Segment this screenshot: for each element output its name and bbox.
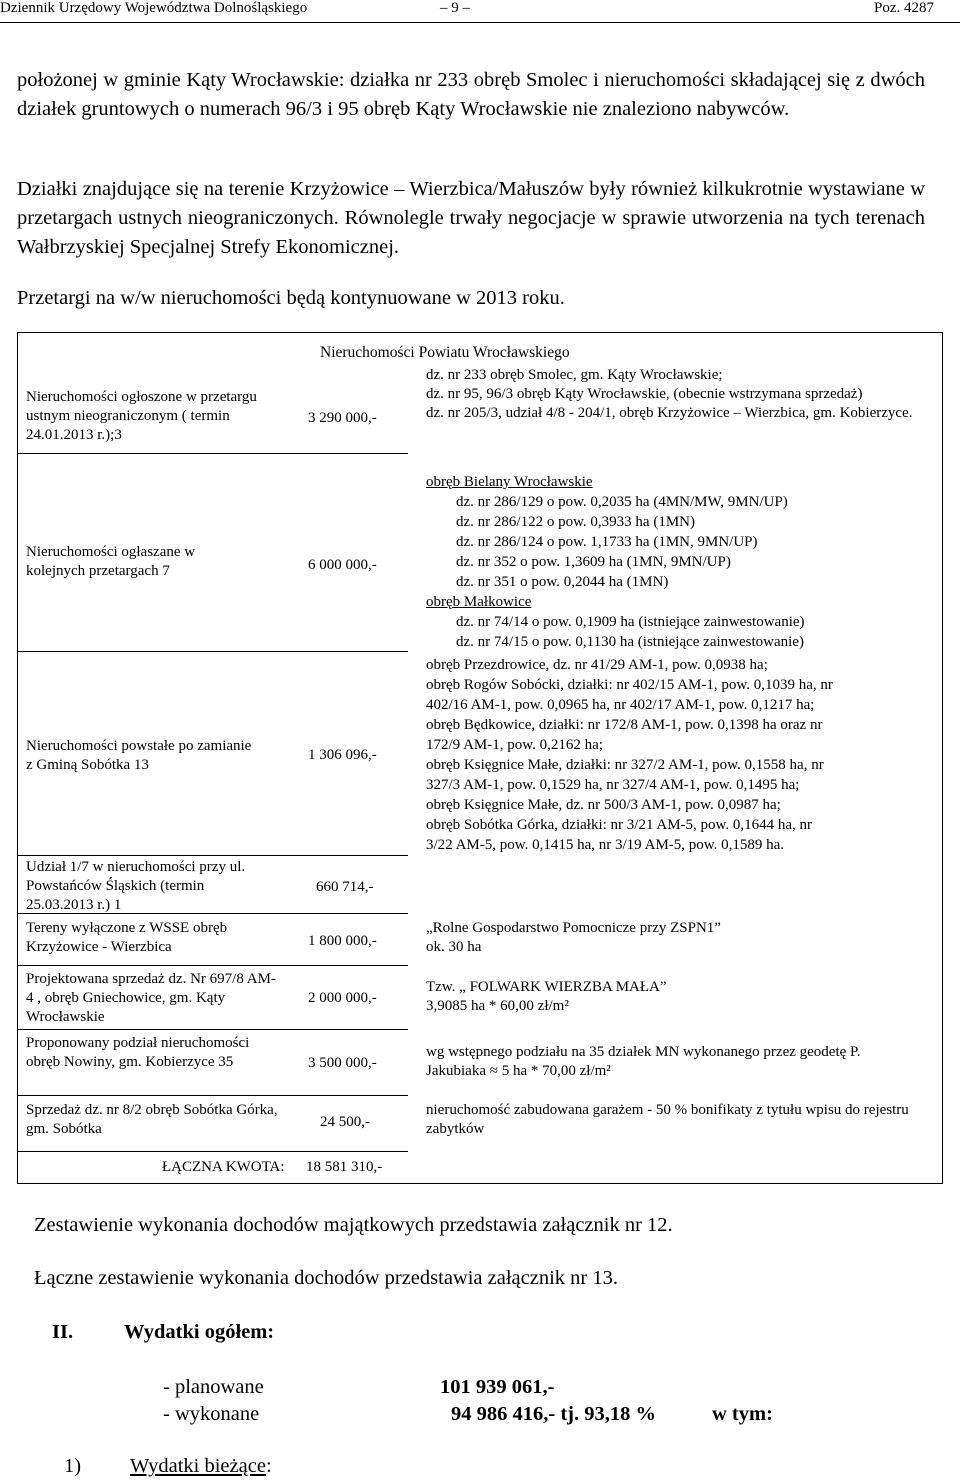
description-line: dz. nr 233 obręb Smolec, gm. Kąty Wrocławskie; <box>426 367 723 383</box>
description-line: obręb Będkowice, działki: nr 172/8 AM-1, pow. 0,1398 ha oraz nr <box>426 717 823 733</box>
planned-label: - planowane <box>163 1376 264 1398</box>
intro-paragraph-3: Przetargi na w/w nieruchomości będą kontynuowane w 2013 roku. <box>17 287 565 309</box>
row-8-amount: 24 500,- <box>320 1114 370 1130</box>
summary-note-2: Łączne zestawienie wykonania dochodów przedstawia załącznik nr 13. <box>34 1267 618 1289</box>
row-3-label: Nieruchomości powstałe po zamianie z Gminą Sobótka 13 <box>26 738 252 773</box>
description-line: 3/22 AM-5, pow. 0,1415 ha, nr 3/19 AM-5, pow. 0,1589 ha. <box>426 837 785 853</box>
section-number: II. <box>52 1321 74 1343</box>
description-line: 327/3 AM-1, pow. 0,1529 ha, nr 327/4 AM-1, pow. 0,1495 ha; <box>426 777 800 793</box>
planned-value: 101 939 061,- <box>440 1376 555 1398</box>
page-number: – 9 – <box>440 0 470 16</box>
row-8-description: nieruchomość zabudowana garażem - 50 % bonifikaty z tytułu wpisu do rejestru zabytków <box>426 1102 909 1137</box>
description-line: dz. nr 286/129 o pow. 0,2035 ha (4MN/MW, 9MN/UP) <box>456 494 788 510</box>
row-1-label: Nieruchomości ogłoszone w przetargu ustnym nieograniczonym ( termin 24.01.2013 r.);3 <box>26 389 257 443</box>
total-amount: 18 581 310,- <box>306 1159 383 1175</box>
description-line: dz. nr 286/122 o pow. 0,3933 ha (1MN) <box>456 514 695 530</box>
row-5-label: Tereny wyłączone z WSSE obręb Krzyżowice - Wierzbica <box>26 920 228 955</box>
row-6-amount: 2 000 000,- <box>308 990 377 1006</box>
row-1-amount: 3 290 000,- <box>308 410 377 426</box>
position-number: Poz. 4287 <box>874 0 934 16</box>
property-table <box>17 332 943 1184</box>
item-title <box>130 1455 272 1478</box>
row-6-label: Projektowana sprzedaż dz. Nr 697/8 AM-4 , obręb Gniechowice, gm. Kąty Wrocławskie <box>26 971 276 1025</box>
row-3-amount: 1 306 096,- <box>308 747 377 763</box>
description-line: Tzw. „ FOLWARK WIERZBA MAŁA” <box>426 979 667 995</box>
description-line: dz. nr 95, 96/3 obręb Kąty Wrocławskie, (obecnie wstrzymana sprzedaż) <box>426 386 863 402</box>
item-colon: : <box>265 1455 272 1477</box>
description-line: obręb Sobótka Górka, działki: nr 3/21 AM-5, pow. 0,1644 ha, nr <box>426 817 813 833</box>
description-line: „Rolne Gospodarstwo Pomocnicze przy ZSPN1” <box>426 920 721 936</box>
description-line: ok. 30 ha <box>426 939 482 955</box>
journal-title: Dziennik Urzędowy Województwa Dolnośląskiego <box>0 0 308 16</box>
description-line: dz. nr 286/124 o pow. 1,1733 ha (1MN, 9MN/UP) <box>456 534 758 550</box>
row-4-label: Udział 1/7 w nieruchomości przy ul. Powstańców Śląskich (termin 25.03.2013 r.) 1 <box>26 859 246 913</box>
description-line: 3,9085 ha * 60,00 zł/m² <box>426 998 569 1014</box>
item-label: Wydatki bieżące <box>130 1455 266 1477</box>
row-5-amount: 1 800 000,- <box>308 933 377 949</box>
row-1-description <box>426 366 926 423</box>
description-line: dz. nr 351 o pow. 0,2044 ha (1MN) <box>456 574 669 590</box>
row-6-description <box>426 978 926 1016</box>
item-number: 1) <box>64 1455 82 1477</box>
row-8-label: Sprzedaż dz. nr 8/2 obręb Sobótka Górka, gm. Sobótka <box>26 1102 278 1137</box>
description-line: dz. nr 352 o pow. 1,3609 ha (1MN, 9MN/UP) <box>456 554 731 570</box>
intro-paragraph-1: położonej w gminie Kąty Wrocławskie: działka nr 233 obręb Smolec i nieruchomości składającej się z dwóch działek gruntowych o numerach 96/3 i 95 obręb Kąty Wrocławskie nie znaleziono nabywców. <box>17 69 925 120</box>
precinct-heading: obręb Bielany Wrocławskie <box>426 474 593 490</box>
precinct-heading: obręb Małkowice <box>426 594 532 610</box>
executed-suffix: w tym: <box>712 1403 773 1425</box>
row-5-description <box>426 919 926 957</box>
summary-note-1: Zestawienie wykonania dochodów majątkowych przedstawia załącznik nr 12. <box>34 1214 673 1236</box>
total-label: ŁĄCZNA KWOTA: <box>162 1159 285 1175</box>
description-line: obręb Księgnice Małe, dz. nr 500/3 AM-1, pow. 0,0987 ha; <box>426 797 781 813</box>
row-7-label: Proponowany podział nieruchomości obręb Nowiny, gm. Kobierzyce 35 <box>26 1035 250 1070</box>
description-line: 402/16 AM-1, pow. 0,0965 ha, nr 402/17 AM-1, pow. 0,1217 ha; <box>426 697 815 713</box>
description-line: 172/9 AM-1, pow. 0,2162 ha; <box>426 737 603 753</box>
row-2-label: Nieruchomości ogłaszane w kolejnych przetargach 7 <box>26 544 196 579</box>
row-4-amount: 660 714,- <box>316 879 374 895</box>
description-line: obręb Rogów Sobócki, działki: nr 402/15 AM-1, pow. 0,1039 ha, nr <box>426 677 833 693</box>
description-line: obręb Przezdrowice, dz. nr 41/29 AM-1, pow. 0,0938 ha; <box>426 657 768 673</box>
intro-paragraph-2: Działki znajdujące się na terenie Krzyżowice – Wierzbica/Małuszów były również kilkukrotnie wystawiane w przetargach ustnych nieograniczonych. Równolegle trwały negocjacje w sprawie utworzenia na tych terenach Wałbrzyskiej Specjalnej Strefy Ekonomicznej. <box>17 178 925 258</box>
row-3-description <box>426 655 926 855</box>
executed-label: - wykonane <box>163 1403 260 1425</box>
row-2-amount: 6 000 000,- <box>308 557 377 573</box>
description-line: dz. nr 74/15 o pow. 0,1130 ha (istniejące zainwestowanie) <box>456 634 804 650</box>
executed-value: 94 986 416,- tj. 93,18 % <box>451 1403 656 1425</box>
description-line: dz. nr 205/3, udział 4/8 - 204/1, obręb Krzyżowice – Wierzbica, gm. Kobierzyce. <box>426 405 913 421</box>
section-title: Wydatki ogółem: <box>124 1321 275 1343</box>
description-line: obręb Księgnice Małe, działki: nr 327/2 AM-1, pow. 0,1558 ha, nr <box>426 757 824 773</box>
table-heading: Nieruchomości Powiatu Wrocławskiego <box>320 344 570 361</box>
page-header <box>0 0 960 23</box>
description-line: dz. nr 74/14 o pow. 0,1909 ha (istniejące zainwestowanie) <box>456 614 805 630</box>
row-7-amount: 3 500 000,- <box>308 1055 377 1071</box>
row-2-description <box>426 472 926 652</box>
row-7-description: wg wstępnego podziału na 35 działek MN wykonanego przez geodetę P. Jakubiaka ≈ 5 ha * 70,00 zł/m² <box>426 1044 861 1079</box>
